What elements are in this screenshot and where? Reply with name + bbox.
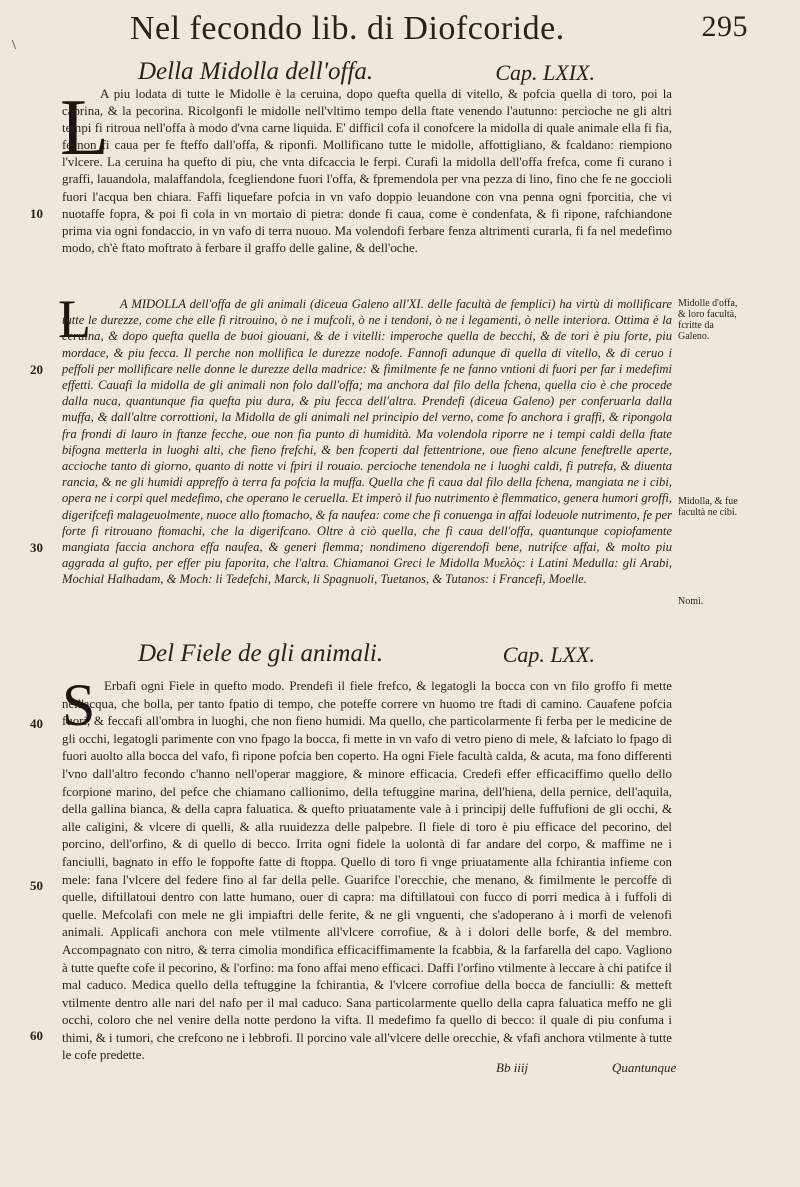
line-number: 30 [30, 540, 43, 555]
side-note: Midolle d'offa, & loro facultà, fcritte da Galeno. [678, 298, 738, 342]
chapter-70-text: Erbafi ogni Fiele in quefto modo. Prendefi il fiele frefco, & legatogli la bocca con vn filo groffo fi mette nell'acqua, che bolla, per tanto fpatio di tempo, che poteffe correre vn huomo tre ftadi di camino. Cauafene pofcia fuori, & feccafi all'ombra in luoghi, che non fieno humidi. Ma quello, che particolarmente fi ferba per le medicine de gli occhi, legatogli parimente con vno fpago la bocca, fi mette in vn vafo di vetro pieno di mele, & lafciato lo fpago di fuori auolto alla bocca del vafo, fi ripone pofcia ben coperto. Ha ogni Fiele facultà calda, & acuta, ma fono differenti l'vno dall'altro fecondo c'hanno nell'operar maggiore, & minore efficacia. Credefi effer efficaciffimo quello dello fcorpione marino, del pefce che chiamano callionimo, della teftuggine marina, dell'hiena, della pernice, dell'aquila, della gallina bianca, & della capra faluatica. & quefto priuatamente vale à i principij delle fuffufioni de gli occhi, & alle caligini, & vlcere di quelli, & alla ruuidezza delle palpebre. Il fiele di toro è piu efficace del pecorino, del porcino, dell'orfino, & di quello di becco. Irrita ogni fidele la uolontà di far andare del corpo, & maffime ne i fanciulli, bagnato in effo le foppofte fatte di ftoppa. Quello di toro fi vnge priuatamente alla fchirantia infieme con mele: fana l'vlcere del federe fino al far della pelle. Guarifce l'orecchie, che menano, & fimilmente le percoffe di quelle, diftillatoui dentro con latte humano, ouer di capra: ma diftillatoui con fucco di porri medica à i fuffoli di quelle. Mefcolafi con mele ne gli impiaftri delle ferite, & ne gli vnguenti, che s'adoperano à i morfi de velenofi animali. Applicafi anchora con mele vtilmente all'vlcere corrofiue, & à i dolori delle borfe, & del membro. Accompagnato con nitro, & terra cimolia mondifica efficaciffimamente la fcabbia, & la farfarella del capo. Vagliono à tutte quefte cofe il pecorino, & l'orfino: ma fono affai meno efficaci. Daffi l'orfino vtilmente à leccare à chi patifce il mal caduco. Medica quello della teftuggine la fchirantia, & l'vlcere corrofiue della bocca de fanciulli: & metteft vtilmente dentro alle nari del nafo per il mal caduco. Sana particolarmente quello della capra faluatica meffo ne gli occhi, coloro che nel venire della notte perdono la vifta. Il medefimo fa quello di becco: il quale di piu confuma i thimi, & i tumori, che crefcono ne i lebbrofi. Il porcino vale all'vlcere delle orecchie, & vfafi anchora vtilmente à tutte le cofe predette. [62, 679, 672, 1063]
chapter-69-text: A piu lodata di tutte le Midolle è la ceruina, dopo quefta quella di vitello, & pofcia quella di toro, poi la caprina, & la pecorina. Ricolgonfi le midolle nell'vltimo tempo della ftate venendo l'autunno: percioche ne gli altri tempi fi ritroua nell'offa à modo d'vna carne liquida. E' difficil cofa il conofcere la midolla di quale animale ella fi fia, fe non fi caua per fe fteffo dall'offa, & riponfi. Mollificano tutte le midolle, affottigliano, & fcaldano: riempiono l'vlcere. La ceruina ha quefto di piu, che vnta difcaccia le ferpi. Curafi la midolla dell'offa frefca, come fi curano i graffi, lauandola, malaffandola, fcegliendone fuori l'offa, & fpremendola per vna pezza di lino, fino che fe ne goccioli fuori l'acqua ben chiara. Faffi liquefare pofcia in vn vafo doppio leuandone con vna penna ogni fporcitia, che vi nuotaffe fopra, & poi fi cola in vn mortaio di pietra: donde fi caua, come è condenfata, & fi ripone, rafchiandone prima via ogni fondaccio, in vn vafo di terra nuouo. Ma volendofi ferbare fenza altrimenti curarla, fi fa nel medefimo modo, ch'è ftato moftrato à ferbare il graffo delle galine, & dell'oche. [62, 87, 672, 255]
running-head [130, 10, 760, 48]
chapter-69-dropcap: L [60, 84, 109, 172]
line-number: 40 [30, 716, 43, 731]
line-number: 10 [30, 206, 43, 221]
margin-mark: \ [12, 38, 16, 53]
side-note: Midolla, & fue facultà ne cibi. [678, 496, 738, 518]
line-number: 50 [30, 878, 43, 893]
chapter-70-number: Cap. LXX. [502, 642, 595, 667]
page-number: 295 [701, 10, 748, 43]
line-number: 60 [30, 1028, 43, 1043]
chapter-70-title: Del Fiele de gli animali. [138, 640, 384, 667]
line-number: 20 [30, 362, 43, 377]
commentary-dropcap: L [58, 289, 91, 349]
catchword: Quantunque [612, 1060, 677, 1075]
running-title: Nel fecondo lib. di Diofcoride. [130, 10, 565, 47]
commentary-text: A MIDOLLA dell'offa de gli animali (diceua Galeno all'XI. delle facultà de femplici) ha virtù di mollificare tutte le durezze, come che elle fi ritrouino, ò ne i mufcoli, ò ne i tendoni, ò ne i legamenti, ò nelle interiora. Ottima è la ceruina, & dopo quefta quella de buoi giouani, & de i vitelli: imperoche quella de becchi, & de tori è piu forte, piu mordace, & piu fecca. Il perche non mollifica le durezze nodofe. Fannofi adunque di quella di vitello, & di ceruo i peffoli per mollificare nelle donne le durezze della madrice: & fimilmente fe ne fanno vntioni di fuori per far i medefimi effetti. Cauafi la midolla de gli animali non folo dall'offa; ma anchora dal filo della fchena, quella cio è che procede dalla nuca, quantunque fia quefta piu dura, & piu fecca dell'altra. Prendefi (diceua Galeno) per conferuarla dalla muffa, & dall'altre corrottioni, la Midolla de gli animali nel principio del verno, come fo anchora i graffi, & ripongola fra frondi di lauro in ftanze fecche, oue non fia punto di humidità. Ma volendola riporre ne i tempi caldi della ftate bifogna metterla in luoghi alti, che fieno frefchi, & ben fcoperti dal fettentrione, oue fieno alcune feneftrelle aperte, accioche tanto di giorno, quanto di notte vi fpiri il rouaio. percioche tenendola ne i luoghi caldi, fi putrefa, & diuenta rancia, & ne gli humidi appreffo à terra fa pofcia la muffa. Quella che fi caua dal filo della fchena, mangiata ne i cibi, opera ne i corpi quel medefimo, che operano le ceruella. Et imperò il fuo nutrimento è flemmatico, genera humori groffi, digerifcefi malageuolmente, nuoce allo ftomacho, & fa naufea: come che fi conuenga in affai lodeuole nutrimento, fe per forte fi ritrouano ftomachi, che la digerifcano. Oltre à ciò quella, che fi caua dell'offa, quantunque copiofamente mangiata faccia anchora effa naufea, & generi flemma; nondimeno digerendofi bene, nutrifce affai, & molto piu aggrada al gufto, per effer piu faporita, che l'altra. Chiamanoi Greci le Midolla Μυελὸς: i Latini Medulla: gli Arabi, Mochial Halhadam, & Moch: li Tedefchi, Marck, li Spagnuoli, Tuetanos, & Tutanos: i Francefi, Moelle. [62, 297, 672, 587]
side-note: Nomi. [678, 596, 704, 607]
chapter-70-dropcap: S [62, 672, 96, 738]
chapter-69-title: Della Midolla dell'offa. [138, 58, 374, 85]
chapter-69-number: Cap. LXIX. [495, 60, 595, 85]
signature-mark: Bb iiij [496, 1060, 529, 1075]
